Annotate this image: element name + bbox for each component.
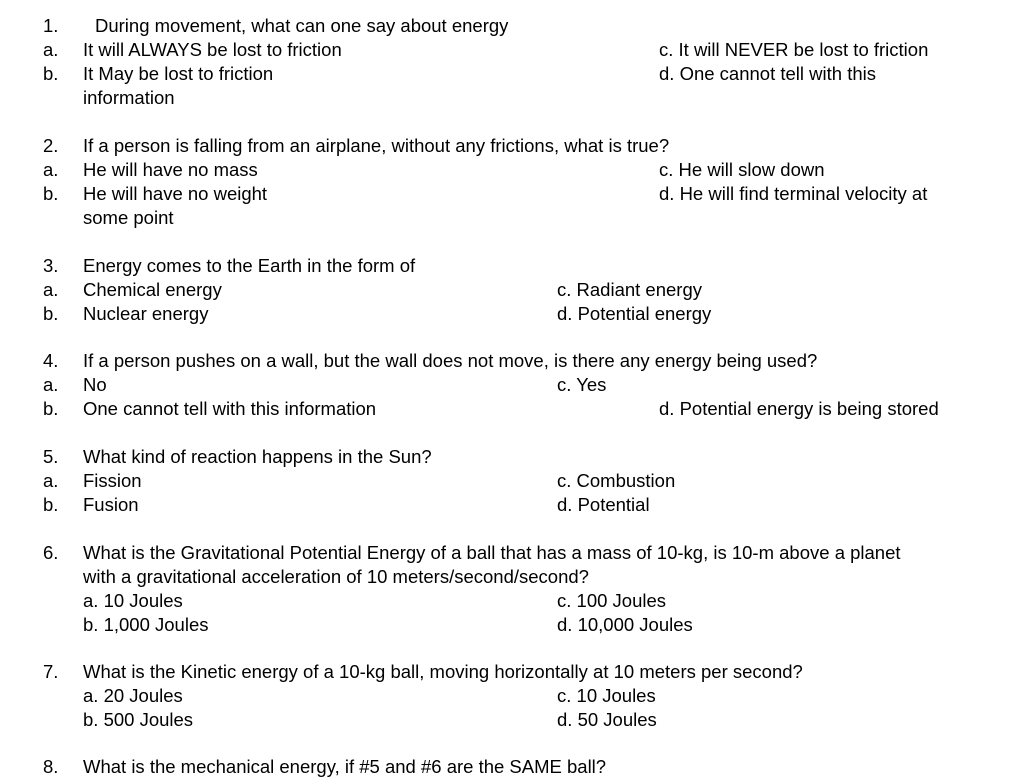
option-d: d. 50 Joules bbox=[557, 709, 657, 730]
option-a: Fission bbox=[83, 470, 142, 491]
question-text: What is the Gravitational Potential Energy of a ball that has a mass of 10-kg, is 10-m above a planet bbox=[83, 542, 901, 563]
option-marker-b: b. bbox=[43, 398, 59, 419]
option-d: d. Potential energy is being stored bbox=[659, 398, 939, 419]
option-c: c. He will slow down bbox=[659, 159, 825, 180]
question-number: 6. bbox=[43, 542, 59, 563]
option-marker-b: b. bbox=[43, 63, 59, 84]
option-c: c. 100 Joules bbox=[557, 590, 667, 611]
option-a: It will ALWAYS be lost to friction bbox=[83, 39, 342, 60]
option-d: d. Potential bbox=[557, 494, 650, 515]
option-b: Nuclear energy bbox=[83, 303, 209, 324]
option-a: a. 20 Joules bbox=[83, 685, 183, 706]
question-text: During movement, what can one say about energy bbox=[95, 15, 509, 36]
option-b: Fusion bbox=[83, 494, 139, 515]
option-a: a. 10 Joules bbox=[83, 590, 183, 611]
option-c: c. 10 Joules bbox=[557, 685, 656, 706]
question-text: What is the mechanical energy, if #5 and #6 are the SAME ball? bbox=[83, 756, 607, 777]
option-b: b. 500 Joules bbox=[83, 709, 194, 730]
option-marker-b: b. bbox=[43, 183, 59, 204]
question-text: What kind of reaction happens in the Sun? bbox=[83, 446, 432, 467]
option-c: c. Yes bbox=[557, 374, 607, 395]
option-continuation: some point bbox=[83, 207, 174, 228]
question-number: 5. bbox=[43, 446, 59, 467]
option-a: Chemical energy bbox=[83, 279, 222, 300]
question-number: 7. bbox=[43, 661, 59, 682]
option-d: d. One cannot tell with this bbox=[659, 63, 876, 84]
question-text: If a person pushes on a wall, but the wall does not move, is there any energy being used? bbox=[83, 350, 818, 371]
option-c: c. Radiant energy bbox=[557, 279, 703, 300]
question-text-continuation: with a gravitational acceleration of 10 meters/second/second? bbox=[83, 566, 589, 587]
option-marker-b: b. bbox=[43, 303, 59, 324]
option-marker-a: a. bbox=[43, 470, 59, 491]
option-b: One cannot tell with this information bbox=[83, 398, 377, 419]
option-b: b. 1,000 Joules bbox=[83, 614, 209, 635]
question-number: 4. bbox=[43, 350, 59, 371]
option-marker-a: a. bbox=[43, 159, 59, 180]
option-continuation: information bbox=[83, 87, 175, 108]
option-d: d. He will find terminal velocity at bbox=[659, 183, 928, 204]
option-c: c. It will NEVER be lost to friction bbox=[659, 39, 929, 60]
option-d: d. 10,000 Joules bbox=[557, 614, 693, 635]
option-a: He will have no mass bbox=[83, 159, 258, 180]
question-text: Energy comes to the Earth in the form of bbox=[83, 255, 416, 276]
option-marker-a: a. bbox=[43, 39, 59, 60]
question-text: What is the Kinetic energy of a 10-kg ball, moving horizontally at 10 meters per second? bbox=[83, 661, 803, 682]
question-text: If a person is falling from an airplane, without any frictions, what is true? bbox=[83, 135, 670, 156]
option-a: No bbox=[83, 374, 107, 395]
option-marker-b: b. bbox=[43, 494, 59, 515]
option-d: d. Potential energy bbox=[557, 303, 712, 324]
option-marker-a: a. bbox=[43, 374, 59, 395]
option-marker-a: a. bbox=[43, 279, 59, 300]
question-number: 1. bbox=[43, 15, 59, 36]
option-c: c. Combustion bbox=[557, 470, 676, 491]
question-number: 3. bbox=[43, 255, 59, 276]
question-number: 8. bbox=[43, 756, 59, 777]
option-b: It May be lost to friction bbox=[83, 63, 274, 84]
option-b: He will have no weight bbox=[83, 183, 268, 204]
question-number: 2. bbox=[43, 135, 59, 156]
